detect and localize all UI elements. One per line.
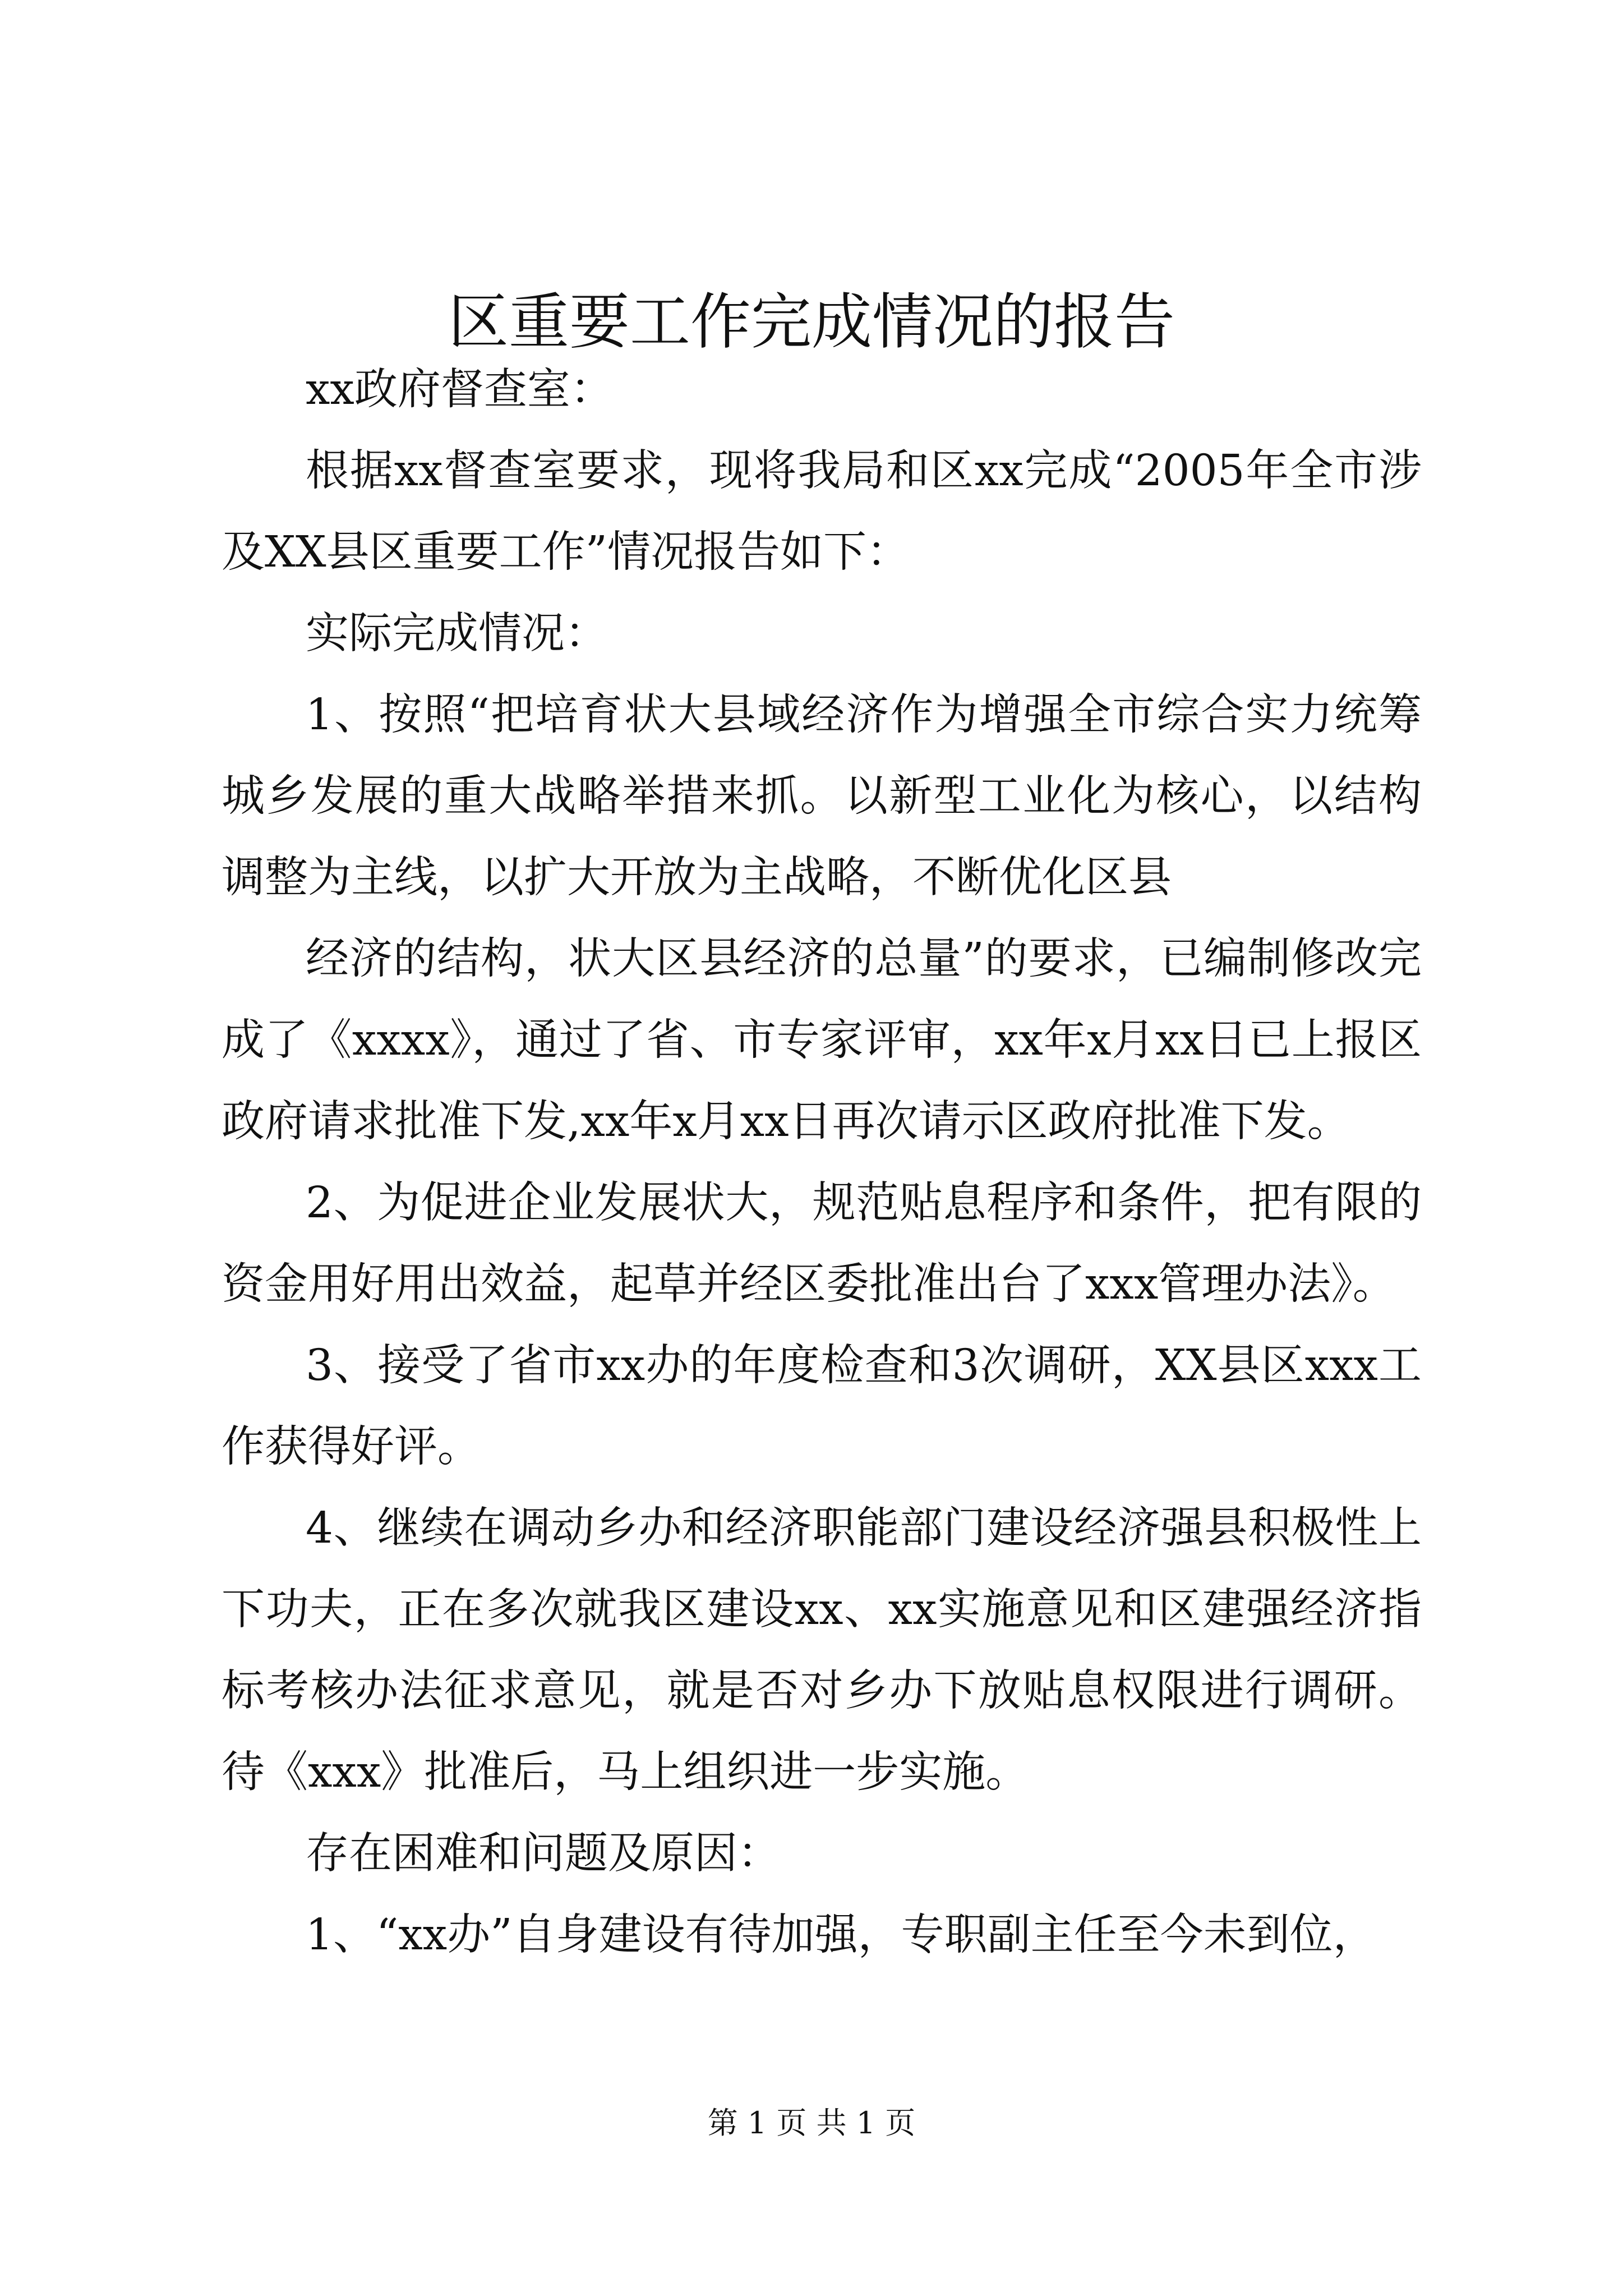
paragraph-item-3: 3、接受了省市xx办的年度检查和3次调研，XX县区xxx工作获得好评。 [222,1341,1422,1472]
paragraph-item-1: 1、按照“把培育状大县域经济作为增强全市综合实力统筹城乡发展的重大战略举措来抓。以新型工业化为核心，以结构调整为主线，以扩大开放为主战略，不断优化区县 [222,690,1422,903]
page-footer: 第 1 页 共 1 页 [707,2105,916,2141]
paragraph-heading-problems: 存在困难和问题及原因： [306,1829,781,1879]
document-title: 区重要工作完成情况的报告 [448,287,1175,357]
paragraph-problem-1: 1、“xx办”自身建设有待加强，专职副主任至今未到位， [306,1910,1376,1960]
paragraph-item-2: 2、为促进企业发展状大，规范贴息程序和条件，把有限的资金用好用出效益，起草并经区委批准出台了xxx管理办法》。 [222,1178,1422,1309]
paragraph-intro: 根据xx督查室要求，现将我局和区xx完成“2005年全市涉及XX县区重要工作”情况报告如下： [222,446,1422,577]
paragraph-item-1-continued: 经济的结构，状大区县经济的总量”的要求，已编制修改完成了《xxxx》，通过了省、市专家评审，xx年x月xx日已上报区政府请求批准下发,xx年x月xx日再次请示区政府批准下发。 [222,934,1422,1147]
document-body [222,349,1422,1976]
paragraph-salutation: xx政府督查室： [306,365,614,415]
paragraph-heading-completion: 实际完成情况： [306,609,608,659]
paragraph-item-4: 4、继续在调动乡办和经济职能部门建设经济强县积极性上下功夫，正在多次就我区建设xx、xx实施意见和区建强经济指标考核办法征求意见，就是否对乡办下放贴息权限进行调研。待《xxx》批准后，马上组织进一步实施。 [222,1503,1422,1797]
